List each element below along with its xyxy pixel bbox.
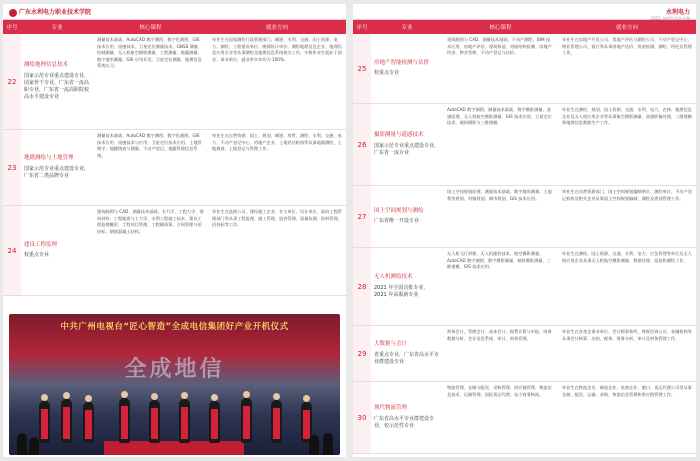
col-jobs: 就业方向 xyxy=(615,25,638,31)
major-title: 测绘地理信息技术 xyxy=(24,62,69,69)
row-number: 26 xyxy=(353,104,371,185)
core-courses: AutoCAD 数字测图、测量技术基础、数字摄影测量、遥感原理、无人机航空摄影测量、GIS 技术应用、卫星定位技术、倾斜摄影与三维建模。 xyxy=(447,107,552,125)
major-cell xyxy=(21,130,93,205)
table-header xyxy=(353,20,696,34)
right-page xyxy=(353,4,696,457)
person xyxy=(119,398,130,443)
job-directions: 毕业生在房地产开发公司、房地产评估与测绘公司、不动产登记中心、物业管理公司、银行等从事房地产估价、房屋检测、测绘、经纪及管理工作。 xyxy=(562,37,692,55)
audience xyxy=(17,433,27,455)
school-brand xyxy=(9,7,91,17)
core-courses: 建筑制图与 CAD、测量技术基础、不动产测绘、BIM 技术应用、房地产评估、建筑构造、房屋结构检测、房地产经济、物业管理、不动产登记与估价。 xyxy=(447,37,552,55)
row-number: 23 xyxy=(3,130,21,205)
major-title: 无人机测绘技术 xyxy=(374,274,413,281)
major-cell xyxy=(21,34,93,129)
col-courses: 核心课程 xyxy=(139,25,162,31)
major-title: 国土空间规划与测绘 xyxy=(374,207,424,214)
left-page xyxy=(3,4,346,457)
major-title: 地籍测绘与土地管理 xyxy=(24,155,74,162)
row-number: 29 xyxy=(353,326,371,381)
major-tags: 校重点专业 xyxy=(374,70,400,77)
major-tags: 国家示范专业重点建设专业，广东省二类品牌专业 xyxy=(24,165,90,179)
row-number: 28 xyxy=(353,248,371,325)
audience xyxy=(309,435,319,455)
table-row xyxy=(353,34,696,104)
job-directions: 毕业生在各类企事业单位、会计师事务所、财税咨询公司、金融机构等从事会计核算、出纳、税务、财务分析、审计及财务管理工作。 xyxy=(562,329,692,341)
person xyxy=(241,398,252,443)
major-tags: 广东省唯一开设专业 xyxy=(374,218,420,225)
table-row xyxy=(353,248,696,326)
major-cell xyxy=(371,34,443,103)
photo-banner: 中共广州电视台“匠心智造”全成电信集团好产业开机仪式 xyxy=(60,322,289,332)
core-courses: 物流管理、仓储与配送、采购管理、供应链管理、物流信息技术、运输管理、国际货运代理、电子商务物流。 xyxy=(447,385,552,397)
person xyxy=(61,399,72,443)
audience xyxy=(323,433,333,455)
photo-screen-text: 全成地信 xyxy=(124,357,225,382)
major-tags: 校重点专业 xyxy=(24,252,50,259)
row-number: 30 xyxy=(353,382,371,453)
table-row xyxy=(353,382,696,454)
major-tags: 国家示范专业重点建设专业，广东省一流专业 xyxy=(374,142,440,156)
job-directions: 毕业生在自然资源部门、国土空间规划编制单位、测绘单位、不动产登记机构及相关企业从事国土空间规划编制、测绘及规划管理工作。 xyxy=(562,189,692,201)
table-row xyxy=(3,34,346,130)
table-row xyxy=(3,206,346,296)
col-courses: 核心课程 xyxy=(489,25,512,31)
job-directions: 毕业生在测绘、国土资源、交通、水利、电力、应急管理等单位及无人机应用企业从事无人机航空摄影测量、数据处理、巡检和测绘工作。 xyxy=(562,251,692,263)
core-courses: 测量技术基础、AutoCAD 数字测图、数字化测图、GIS 技术应用、遥感技术与应用、卫星定位技术应用、土地管理学、地籍调查与测量、不动产登记、地籍管理信息系统。 xyxy=(97,133,202,158)
table-row xyxy=(353,104,696,186)
person xyxy=(149,400,160,443)
table-row xyxy=(3,130,346,206)
table-row xyxy=(353,326,696,382)
major-title: 大数据与会计 xyxy=(374,341,408,348)
major-tags: 省重点专业，广东省高水平专业群建设专业 xyxy=(374,351,440,365)
brand-name: 广东水利电力职业技术学院 xyxy=(19,9,92,16)
major-cell xyxy=(371,248,443,325)
core-courses: 国土空间规划原理、测量技术基础、数字地形测量、土地利用规划、村镇规划、城市规划、GIS 技术应用。 xyxy=(447,189,552,201)
major-title: 房地产智能检测与估价 xyxy=(374,59,430,66)
table-header xyxy=(3,20,346,34)
major-cell xyxy=(371,382,443,453)
col-no: 序号 xyxy=(6,25,18,31)
major-tags: 广东省高水平专业群建设专业，校示范性专业 xyxy=(374,415,435,429)
job-directions: 毕业生在测绘、规划、国土资源、交通、水利、电力、农林、地理信息企业及无人机应用企业等从事航空摄影测量、遥感影像处理、三维建模和地理信息数据生产工作。 xyxy=(562,107,692,125)
person xyxy=(39,401,50,443)
col-major: 专业 xyxy=(401,25,413,31)
page-header xyxy=(353,4,696,20)
motto-text: 水利电力 xyxy=(665,9,690,16)
core-courses: 测量技术基础、AutoCAD 数字测图、数字化测图、GIS 技术应用、遥感技术、卫星定位测量技术、GNSS 测量、控制测量、无人机航空摄影测量、工程测量、地籍测量、数字地形测量、GIS 应用开发、卫星定位测量、地理信息系统实习。 xyxy=(97,37,203,68)
job-directions: 毕业生在监理公司、建设施工企业、业主单位、设计单位、政府工程管理部门等从事工程监理、施工管理、造价管理、质量检测、资料管理、招投标等工作。 xyxy=(212,209,342,227)
major-title: 建设工程监理 xyxy=(24,241,58,248)
row-number: 25 xyxy=(353,34,371,103)
core-courses: 财务会计、管理会计、成本会计、税费计算与申报、财务数据分析、会计信息系统、审计、财务管理。 xyxy=(447,329,552,341)
photo-stage xyxy=(9,380,340,455)
major-cell xyxy=(371,326,443,381)
brochure-title: 2021 年招生信息手册 xyxy=(650,16,690,21)
major-cell xyxy=(371,104,443,185)
person xyxy=(83,402,94,443)
ceremony-photo xyxy=(9,314,340,455)
person xyxy=(209,401,220,443)
major-tags: 2021 年全国首批专业，2021 年高职新专业 xyxy=(374,284,429,298)
page-header xyxy=(3,4,346,20)
col-jobs: 就业方向 xyxy=(265,25,288,31)
col-major: 专业 xyxy=(51,25,63,31)
person xyxy=(271,400,282,443)
row-number: 24 xyxy=(3,206,21,295)
podium xyxy=(104,441,244,455)
job-directions: 毕业生在物流企业、制造企业、电商企业、港口、货运代理公司等从事仓储、配送、运输、采购、物流信息管理和供应链管理工作。 xyxy=(562,385,692,397)
motto-brand xyxy=(651,7,690,22)
person xyxy=(179,399,190,443)
major-cell xyxy=(21,206,93,295)
table-row xyxy=(353,186,696,248)
major-cell xyxy=(371,186,443,247)
audience xyxy=(29,437,39,455)
major-title: 摄影测量与遥感技术 xyxy=(374,132,424,139)
major-title: 现代物流管理 xyxy=(374,405,408,412)
job-directions: 毕业生在国家测绘行政管理部门、城建、水利、交通、国土资源、电力、测绘、工程建设单位、勘测设计单位、测绘地理信息企业、地理信息应用企业等从事测绘及地理信息系统相关工作，多数毕业生就业于国企、事业单位。就业率多年均为 100%。 xyxy=(212,37,342,62)
row-number: 22 xyxy=(3,34,21,129)
col-no: 序号 xyxy=(356,25,368,31)
core-courses: 无人机飞行原理、无人机操控技术、航空摄影测量、AutoCAD 数字测图、数字摄影测量、倾斜摄影测量、三维建模、GIS 技术应用。 xyxy=(447,251,551,269)
job-directions: 毕业生在自然资源、国土、规划、城建、房管、测绘、水利、交通、电力、不动产登记中心、房地产企业、土地评估机构等从事地籍测绘、土地调查、土地登记与管理工作。 xyxy=(212,133,342,151)
core-courses: 建筑制图与 CAD、测量技术基础、水力学、工程力学、建筑材料、工程地质与土力学、水利工程施工技术、建设工程监理概论、工程项目管理、工程概预算、合同管理与招投标、钢筋混凝土结构。 xyxy=(97,209,204,234)
row-number: 27 xyxy=(353,186,371,247)
major-tags: 国家示范专业重点建设专业，国家骨干专业，广东省一流高职专业，广东省一流高职院校高水平建设专业 xyxy=(24,72,90,100)
school-seal-icon xyxy=(9,9,17,17)
